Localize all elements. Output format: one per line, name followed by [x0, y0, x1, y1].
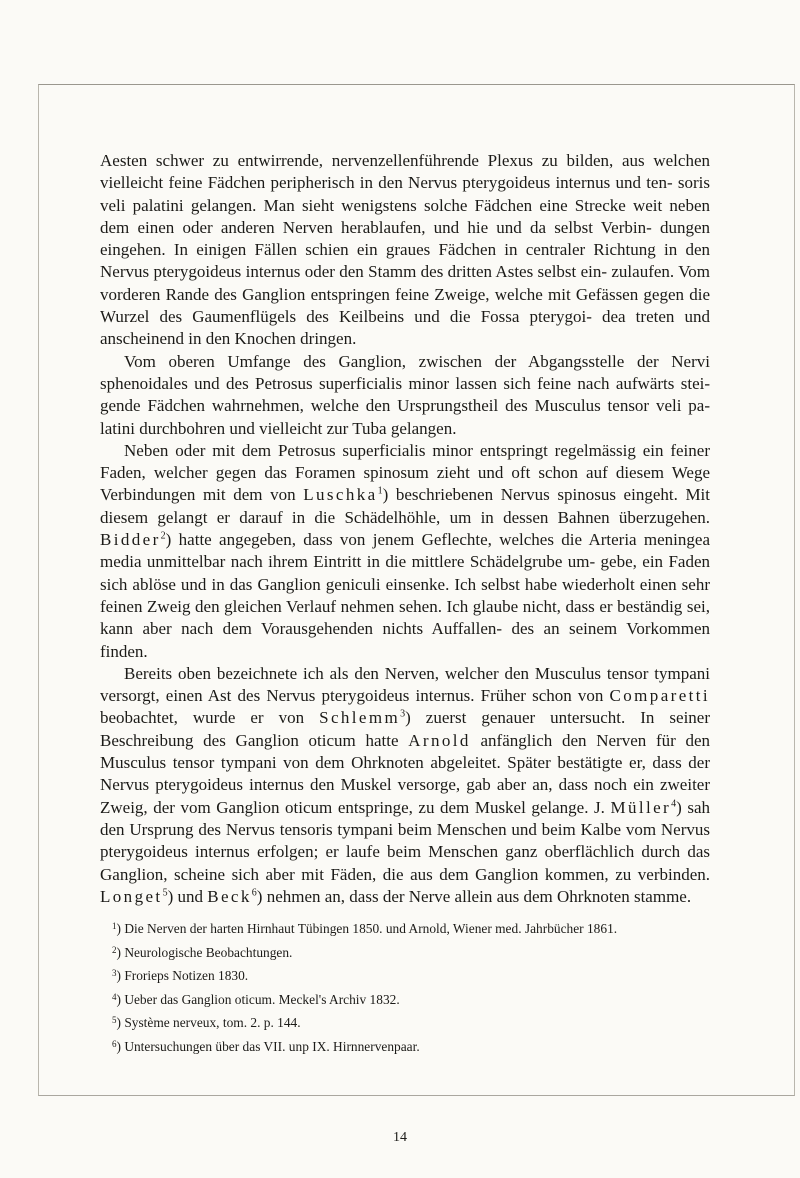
footnote-text: Ueber das Ganglion oticum. Meckel's Archiv 1832.: [124, 991, 400, 1007]
footnote-mark: 5: [112, 1015, 117, 1026]
footnote-mark: 4: [112, 991, 117, 1002]
footnote-ref-2[interactable]: 2: [160, 530, 166, 542]
footnote-mark: 2: [112, 944, 117, 955]
footnote-2: $^2$) Neurologische Beobachtungen.: [112, 944, 293, 960]
author-mueller: Müller: [610, 797, 672, 817]
footnotes: [100, 916, 710, 1058]
paragraph-4-text-g: nehmen an, dass der Nerve allein aus dem Ohrknoten stamme.: [266, 886, 692, 906]
paragraph-4-text-a: Bereits oben bezeichnete ich als den Nerven, welcher den Musculus tensor tympani versorgt, einen Ast des Nervus pterygoideus internus. Früher schon von: [100, 663, 710, 706]
author-schlemm: Schlemm: [319, 708, 401, 728]
author-longet: Longet: [100, 886, 163, 906]
paragraph-4: Bereits oben bezeichnete ich als den Nerven, welcher den Musculus tensor tympani versorgt, einen Ast des Nervus pterygoideus internus. Früher schon von Comparetti beobachtet, wurde er von Schlemm$^3$) zuerst genauer untersucht. In seiner Beschreibung des Ganglion oticum hatte Arnold anfänglich den Nerven für den Musculus tensor tympani von dem Ohrknoten abgeleitet. Später bestätigte er, dass der Nervus pterygoideus internus den Muskel versorge, gab aber an, dass noch ein zweiter Zweig, der vom Ganglion oticum entspringe, zu dem Muskel gelange. J. Müller$^4$) sah den Ursprung des Nervus tensoris tympani beim Menschen und beim Kalbe vom Nervus pterygoideus internus erfolgen; er laufe beim Menschen ganz oberflächlich durch das Ganglion, scheine sich aber mit Fäden, die aus dem Ganglion kommen, zu verbinden. Longet$^5$) und Beck$^6$) nehmen an, dass der Nerve allein aus dem Ohrknoten stamme.: [100, 663, 711, 906]
footnote-5: $^5$) Système nerveux, tom. 2. p. 144.: [112, 1015, 301, 1031]
footnote-3: $^3$) Frorieps Notizen 1830.: [112, 968, 249, 984]
paragraph-3-text-b: beschriebenen Nervus spinosus eingeht. Mit diesem gelangt er darauf in die Schädelhöhle, um in dessen Bahnen überzugehen.: [100, 485, 711, 527]
author-bidder: Bidder: [100, 530, 161, 550]
author-beck: Beck: [207, 886, 252, 906]
footnote-ref-4[interactable]: 4: [671, 797, 677, 809]
footnote-mark: 6: [112, 1038, 117, 1049]
paragraph-4-text-b: beobachtet, wurde er von: [100, 708, 305, 728]
footnote-1: $^1$) Die Nerven der harten Hirnhaut Tübingen 1850. und Arnold, Wiener med. Jahrbücher 1861.: [112, 921, 618, 936]
page-number: 14: [393, 1130, 407, 1145]
footnote-4: $^4$) Ueber das Ganglion oticum. Meckel's Archiv 1832.: [112, 991, 400, 1007]
main-text: [100, 150, 710, 908]
paragraph-4-text-d: anfänglich den Nerven für den Musculus tensor tympani von dem Ohrknoten abgeleitet. Später bestätigte er, dass der Nervus pterygoideus internus den Muskel versorge, gab aber an, dass noch ein zweiter Zweig, der vom Ganglion oticum entspringe, zu dem Muskel gelange. J.: [100, 730, 711, 817]
paragraph-3-text-a: Neben oder mit dem Petrosus superficialis minor entspringt regelmässig ein feiner Faden, welcher gegen das Foramen spinosum zieht und oft schon auf diesem Wege Verbindungen mit dem von: [100, 440, 710, 505]
footnote-ref-5[interactable]: 5: [162, 887, 168, 899]
footnote-text: Frorieps Notizen 1830.: [124, 968, 249, 984]
author-luschka: Luschka: [303, 485, 378, 505]
paragraph-3: Neben oder mit dem Petrosus superficialis minor entspringt regelmässig ein feiner Faden, welcher gegen das Foramen spinosum zieht und oft schon auf diesem Wege Verbindungen mit dem von Luschka$^1$) beschriebenen Nervus spinosus eingeht. Mit diesem gelangt er darauf in die Schädelhöhle, um in dessen Bahnen überzugehen. Bidder$^2$) hatte angegeben, dass von jenem Geflechte, welches die Arteria meningea media unmittelbar nach ihrem Eintritt in die mittlere Schädelgrube um- gebe, ein Faden sich ablöse und in das Ganglion geniculi einsenke. Ich selbst habe wiederholt einen sehr feinen Zweig den gleichen Verlauf nehmen sehen. Ich glaube nicht, dass er beständig sei, kann aber nach dem Vorausgehenden nichts Auffallen- des an seinem Vorkommen finden.: [100, 440, 711, 661]
paragraph-1: Aesten schwer zu entwirrende, nervenzellenführende Plexus zu bilden, aus welchen vielleicht feine Fädchen peripherisch in den Nervus pterygoideus internus und ten- soris veli palatini gelangen. Man sieht wenigstens solche Fädchen eine Strecke weit neben dem einen oder anderen Nerven herablaufen, und hie und da selbst Verbin- dungen eingehen. In einigen Fällen schien ein graues Fädchen in centraler Richtung in den Nervus pterygoideus internus oder den Stamm des dritten Astes selbst ein- zulaufen. Vom vorderen Rande des Ganglion entspringen feine Zweige, welche mit Gefässen gegen die Wurzel des Gaumenflügels des Keilbeins und die Fossa pterygoi- dea treten und anscheinend in den Knochen dringen.: [100, 151, 710, 349]
footnote-mark: 1: [112, 921, 117, 931]
paragraph-4-text-f: und: [177, 886, 203, 906]
footnote-text: Die Nerven der harten Hirnhaut Tübingen 1850. und Arnold, Wiener med. Jahrbücher 1861.: [124, 921, 618, 936]
author-arnold: Arnold: [408, 730, 471, 750]
footnote-text: Neurologische Beobachtungen.: [124, 944, 293, 960]
paragraph-4-text-e: sah den Ursprung des Nervus tensoris tympani beim Menschen und beim Kalbe vom Nervus pterygoideus internus erfolgen; er laufe beim Menschen ganz oberflächlich durch das Ganglion, scheine sich aber mit Fäden, die aus dem Ganglion kommen, zu verbinden.: [100, 797, 710, 884]
footnote-mark: 3: [112, 968, 117, 979]
paragraph-4-text-c: zuerst genauer untersucht. In seiner Beschreibung des Ganglion oticum hatte: [100, 708, 710, 750]
footnote-6: $^6$) Untersuchungen über das VII. unp IX. Hirnnervenpaar.: [112, 1038, 420, 1054]
footnote-text: Untersuchungen über das VII. unp IX. Hirnnervenpaar.: [124, 1038, 420, 1054]
footnote-ref-1[interactable]: 1: [377, 485, 383, 497]
footnote-text: Système nerveux, tom. 2. p. 144.: [124, 1015, 301, 1031]
paragraph-3-text-c: hatte angegeben, dass von jenem Geflechte, welches die Arteria meningea media unmittelbar nach ihrem Eintritt in die mittlere Schädelgrube um- gebe, ein Faden sich ablöse und in das Ganglion geniculi einsenke. Ich selbst habe wiederholt einen sehr feinen Zweig den gleichen Verlauf nehmen sehen. Ich glaube nicht, dass er beständig sei, kann aber nach dem Vorausgehenden nichts Auffallen- des an seinem Vorkommen finden.: [100, 530, 710, 661]
footnote-ref-3[interactable]: 3: [400, 708, 406, 720]
paragraph-2: Vom oberen Umfange des Ganglion, zwischen der Abgangsstelle der Nervi sphenoidales und des Petrosus superficialis minor lassen sich feine nach aufwärts stei- gende Fädchen wahrnehmen, welche den Ursprungstheil des Musculus tensor veli pa- latini durchbohren und vielleicht zur Tuba gelangen.: [100, 351, 710, 438]
author-comparetti: Comparetti: [609, 686, 711, 706]
footnote-ref-6[interactable]: 6: [251, 887, 257, 899]
